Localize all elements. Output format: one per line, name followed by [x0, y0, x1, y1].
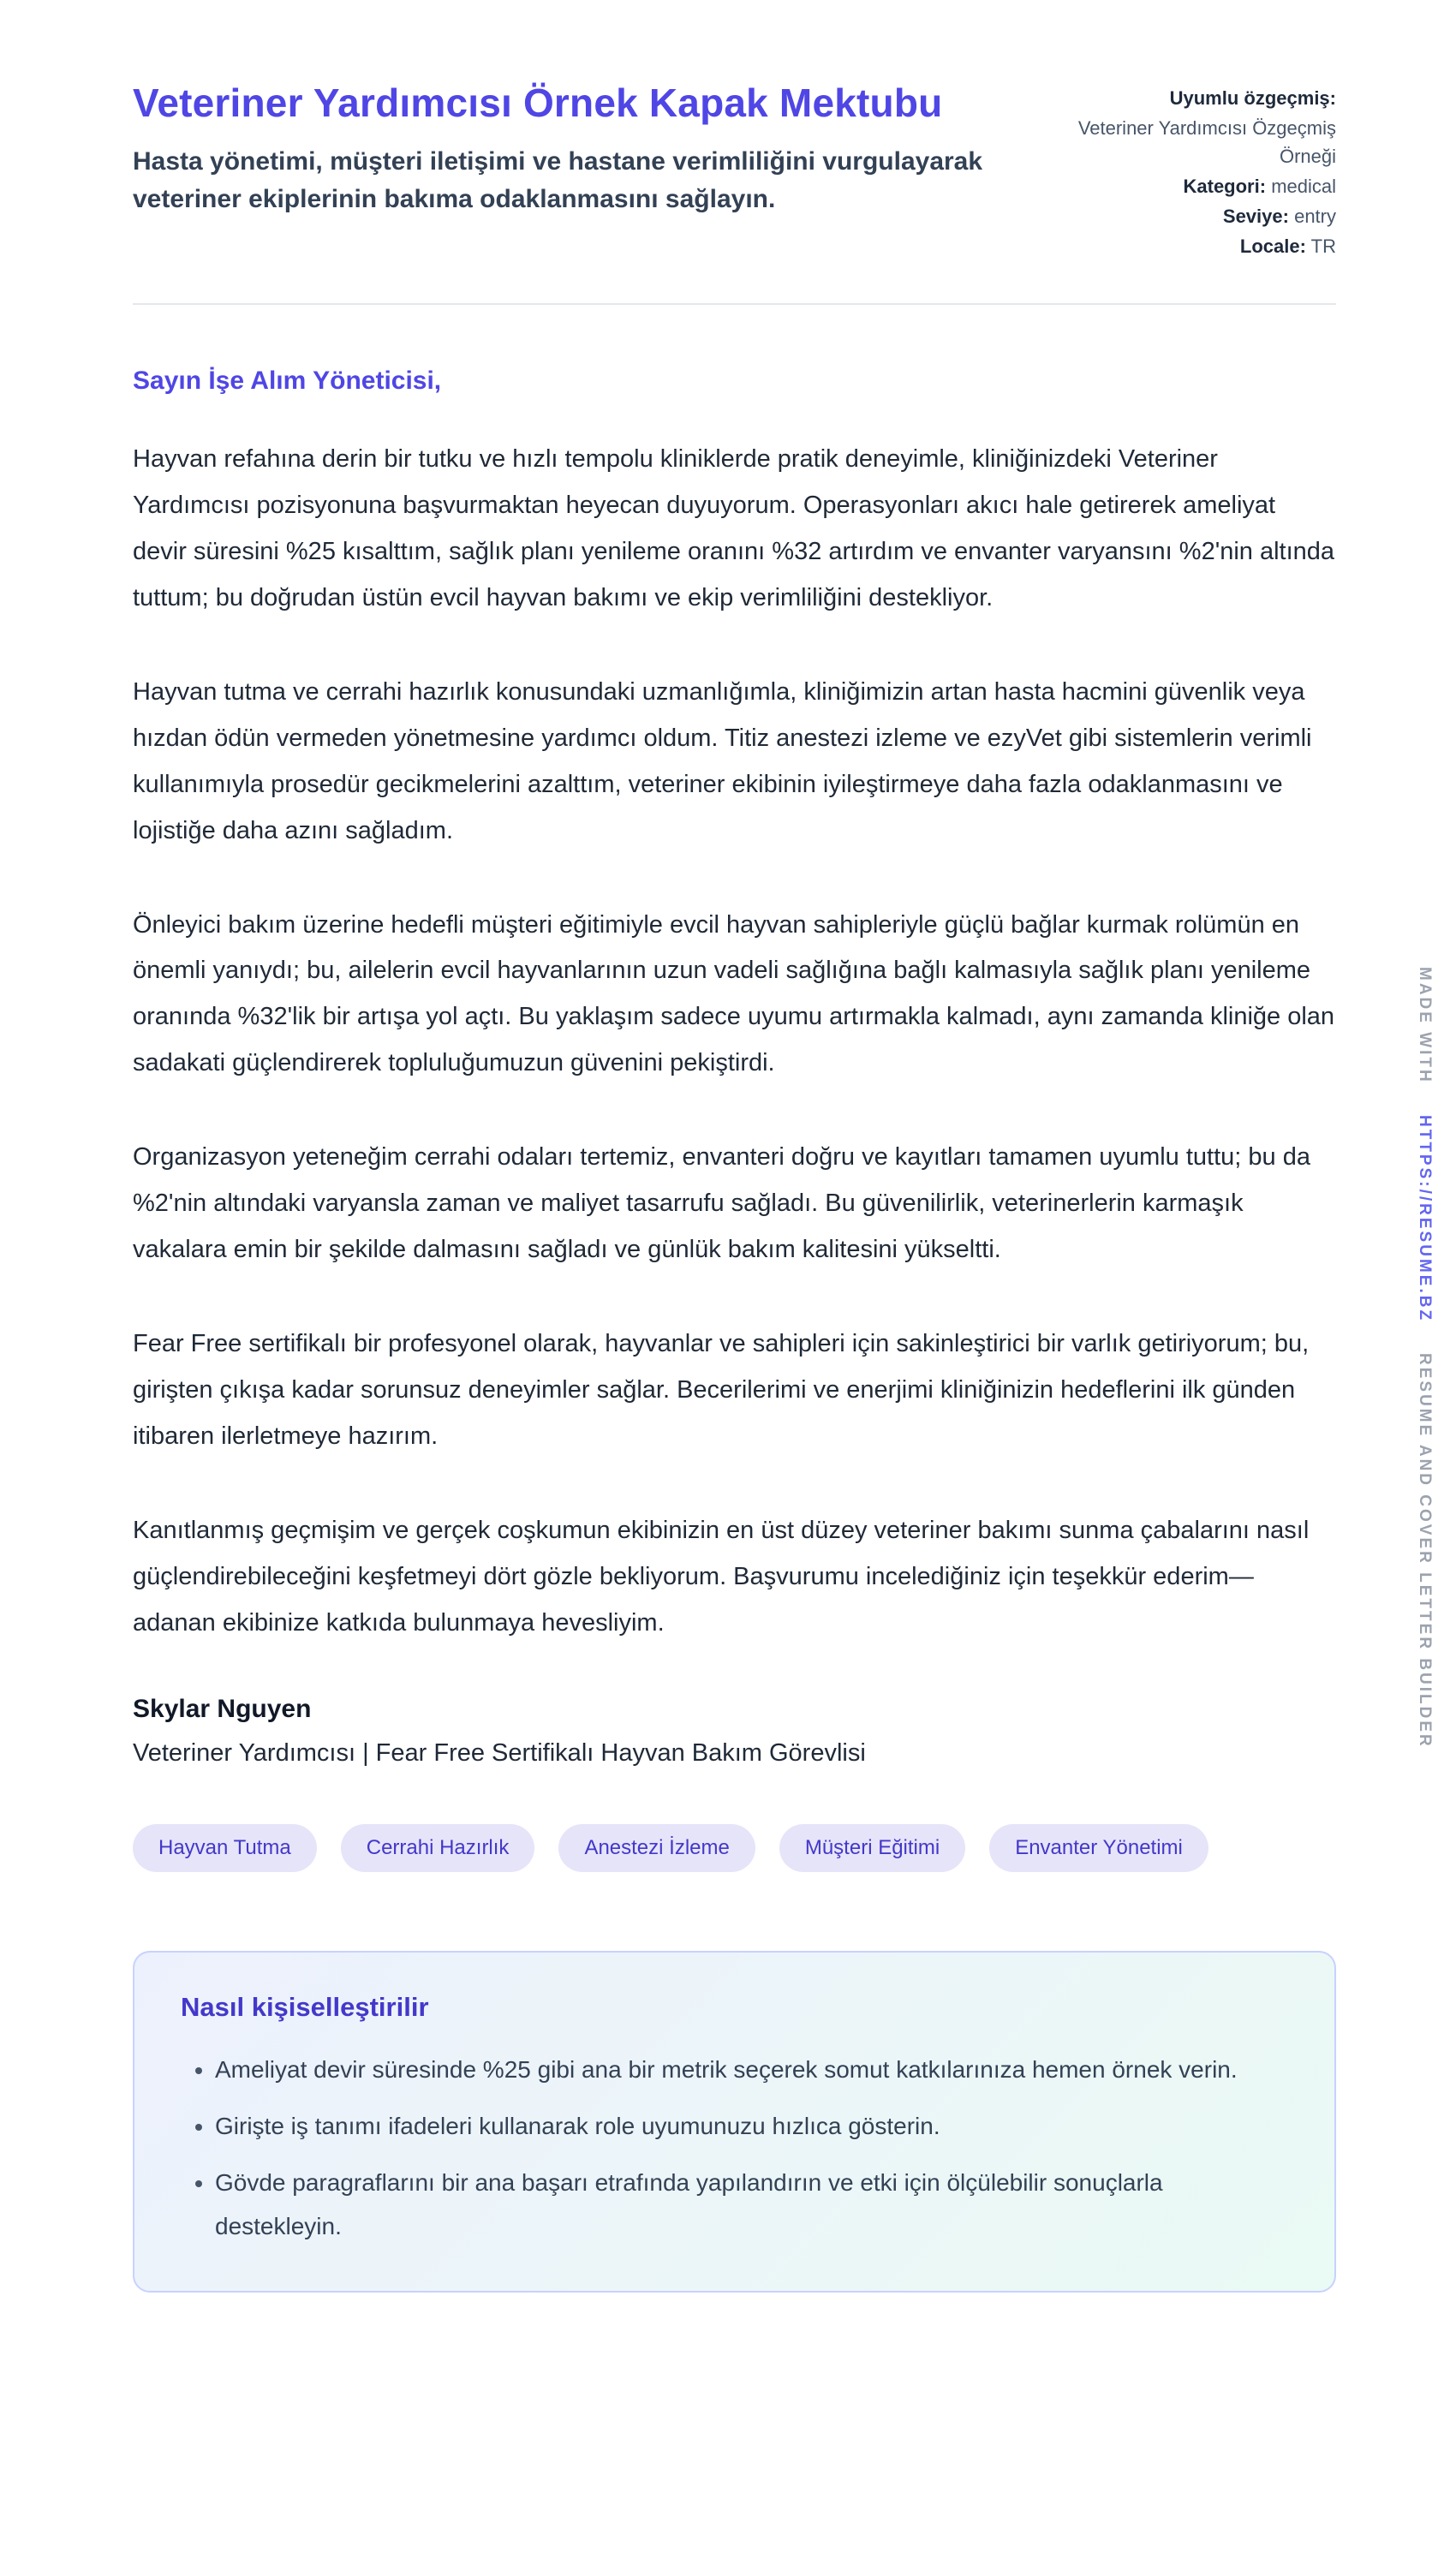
tag-cerrahi-hazirlik[interactable]: Cerrahi Hazırlık — [341, 1824, 535, 1872]
page-subtitle: Hasta yönetimi, müşteri iletişimi ve hastane verimliliğini vurgulayarak veteriner ekiplerinin bakıma odaklanmasını sağlayın. — [133, 146, 983, 214]
letter-paragraph: Hayvan tutma ve cerrahi hazırlık konusundaki uzmanlığımla, kliniğimizin artan hasta hacmini güvenlik veya hızdan ödün vermeden yönetmesine yardımcı oldum. Titiz anestezi izleme ve ezyVet gibi sistemlerin verimli kullanımıyla prosedür gecikmelerini azalttım, veteriner ekibinin iyileştirmeye daha fazla odaklanmasını ve lojistiğe daha azını sağladım. — [133, 677, 1312, 844]
signature-name: Skylar Nguyen — [133, 1694, 312, 1723]
letter-paragraph: Kanıtlanmış geçmişim ve gerçek coşkumun ekibinizin en üst düzey veteriner bakımı sunma çabalarını nasıl güçlendirebileceğini keşfetmeyi dört gözle bekliyorum. Başvurumu incelediğiniz için teşekkür ederim—adanan ekibinize katkıda bulunmaya hevesliyim. — [133, 1516, 1310, 1637]
letter-paragraph: Organizasyon yeteneğim cerrahi odaları tertemiz, envanteri doğru ve kayıtları tamamen uyumlu tuttu; bu da %2'nin altındaki varyansla zaman ve maliyet tasarrufu sağladı. Bu güvenilirlik, veterinerlerin karmaşık vakalara emin bir şekilde dalmasını sağladı ve günlük bakım kalitesini yükseltti. — [133, 1143, 1310, 1264]
meta-locale-value: TR — [1310, 236, 1336, 257]
tip-item: • Gövde paragraflarını bir ana başarı etrafında yapılandırın ve etki için ölçülebilir sonuçlarla destekleyin. — [215, 2162, 1288, 2248]
tag-hayvan-tutma[interactable]: Hayvan Tutma — [133, 1824, 317, 1872]
personalization-tips-box — [133, 1951, 1336, 2293]
signature-role: Veteriner Yardımcısı | Fear Free Sertifikalı Hayvan Bakım Görevlisi — [133, 1738, 866, 1767]
meta-level-label: Seviye: — [1222, 206, 1289, 227]
meta-resume-label: Uyumlu özgeçmiş: — [1169, 87, 1336, 109]
tag-musteri-egitimi[interactable]: Müşteri Eğitimi — [779, 1824, 965, 1872]
tag-envanter-yonetimi[interactable]: Envanter Yönetimi — [989, 1824, 1208, 1872]
letter-body — [133, 367, 1336, 1768]
tip-item: • Ameliyat devir süresinde %25 gibi ana bir metrik seçerek somut katkılarınıza hemen örnek verin. — [215, 2048, 1288, 2091]
meta-category-label: Kategori: — [1183, 176, 1267, 197]
meta-level-value: entry — [1294, 206, 1336, 227]
watermark-link[interactable]: HTTPS://RESUME.BZ — [1416, 1115, 1434, 1323]
page-title: Veteriner Yardımcısı Örnek Kapak Mektubu — [133, 80, 943, 125]
meta-resume-value: Veteriner Yardımcısı Özgeçmiş Örneği — [1077, 117, 1336, 167]
header — [133, 77, 1336, 260]
tips-list — [181, 2048, 1288, 2249]
skill-tags — [133, 1824, 1336, 1872]
watermark-suffix: RESUME AND COVER LETTER BUILDER — [1416, 1353, 1434, 1750]
tip-item: • Girişte iş tanımı ifadeleri kullanarak role uyumunuzu hızlıca gösterin. — [215, 2105, 1288, 2148]
tag-anestezi-izleme[interactable]: Anestezi İzleme — [558, 1824, 755, 1872]
header-divider — [133, 303, 1336, 305]
meta-locale — [1053, 232, 1336, 260]
meta-block — [1053, 77, 1336, 260]
meta-category-value: medical — [1271, 176, 1336, 197]
meta-level — [1053, 202, 1336, 230]
made-with-watermark — [1415, 955, 1434, 1761]
letter-greeting: Sayın İşe Alım Yöneticisi, — [133, 367, 442, 395]
title-block — [133, 77, 998, 219]
letter-paragraph: Hayvan refahına derin bir tutku ve hızlı tempolu kliniklerde pratik deneyimle, kliniğinizdeki Veteriner Yardımcısı pozisyonuna başvurmaktan heyecan duyuyorum. Operasyonları akıcı hale getirerek ameliyat devir süresini %25 kısalttım, sağlık planı yenileme oranını %32 artırdım ve envanter varyansını %2'nin altında tuttum; bu doğrudan üstün evcil hayvan bakımı ve ekip verimliliğini destekliyor. — [133, 445, 1335, 611]
tips-title: Nasıl kişiselleştirilir — [181, 1991, 429, 2022]
letter-paragraph: Önleyici bakım üzerine hedefli müşteri eğitimiyle evcil hayvan sahipleriyle güçlü bağlar kurmak rolümün en önemli yanıydı; bu, ailelerin evcil hayvanlarının uzun vadeli sağlığına bağlı kalmasıyla sağlık planı yenileme oranında %32'lik bir artışa yol açtı. Bu yaklaşım sadece uyumu artırmakla kalmadı, aynı zamanda kliniğe olan sadakati güçlendirerek topluluğumuzun güvenini pekiştirdi. — [133, 910, 1335, 1077]
letter-paragraph: Fear Free sertifikalı bir profesyonel olarak, hayvanlar ve sahipleri için sakinleştirici bir varlık getiriyorum; bu, girişten çıkışa kadar sorunsuz deneyimler sağlar. Becerilerimi ve enerjimi kliniğinizin hedeflerini ilk günden itibaren ilerletmeye hazırım. — [133, 1330, 1310, 1450]
watermark-prefix: MADE WITH — [1416, 967, 1434, 1084]
signature-block — [133, 1695, 1336, 1768]
meta-category — [1053, 172, 1336, 200]
meta-locale-label: Locale: — [1239, 236, 1306, 257]
